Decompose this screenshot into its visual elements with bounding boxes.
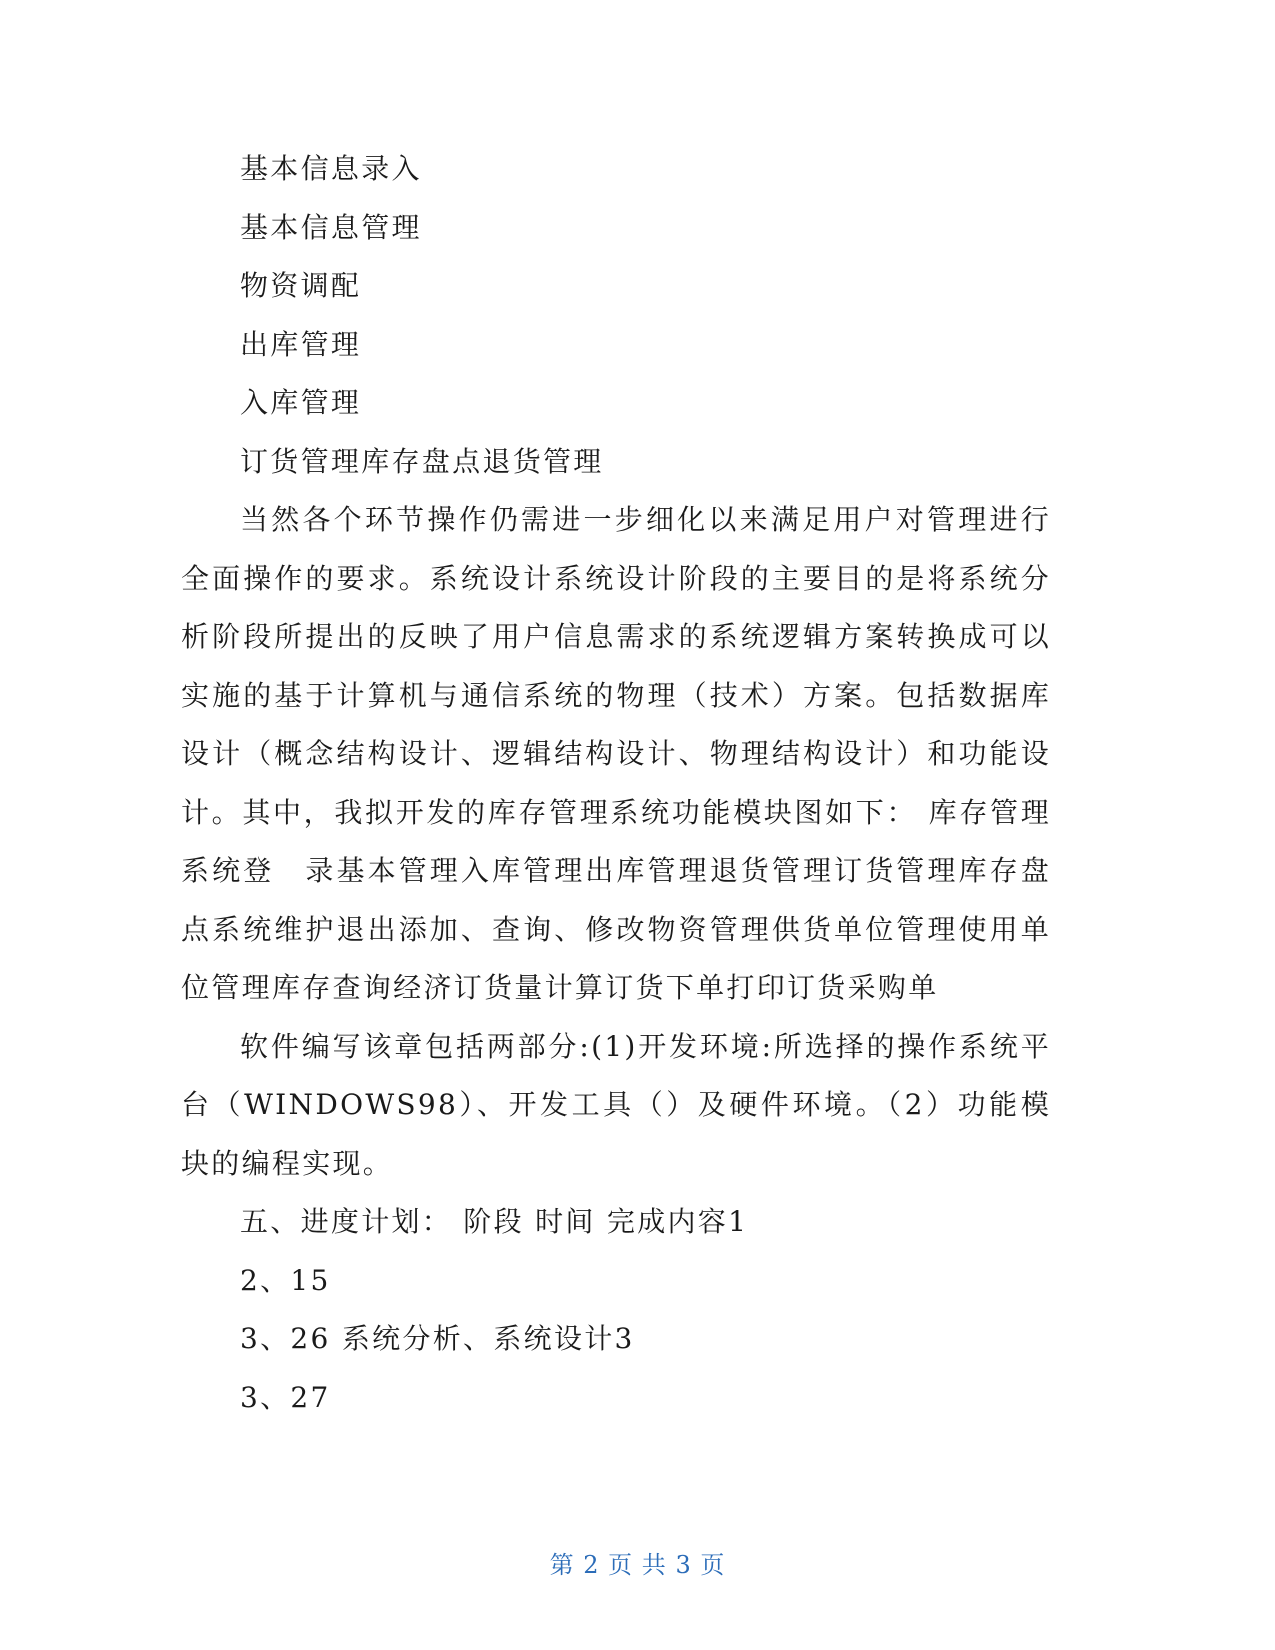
document-body: [181, 140, 1051, 1427]
schedule-line: 3、27: [240, 1380, 331, 1414]
body-paragraph: 软件编写该章包括两部分:(1)开发环境:所选择的操作系统平台（WINDOWS98）、开发工具（）及硬件环境。（2）功能模块的编程实现。: [181, 1029, 1051, 1180]
page-number-label: 第 2 页 共 3 页: [549, 1551, 726, 1579]
body-paragraph: 当然各个环节操作仍需进一步细化以来满足用户对管理进行全面操作的要求。系统设计系统设计阶段的主要目的是将系统分析阶段所提出的反映了用户信息需求的系统逻辑方案转换成可以实施的基于计算机与通信系统的物理（技术）方案。包括数据库设计（概念结构设计、逻辑结构设计、物理结构设计）和功能设计。其中，我拟开发的库存管理系统功能模块图如下： 库存管理系统登 录基本管理入库管理出库管理退货管理订货管理库存盘点系统维护退出添加、查询、修改物资管理供货单位管理使用单位管理库存查询经济订货量计算订货下单打印订货采购单: [181, 503, 1051, 1004]
list-item: 订货管理库存盘点退货管理: [240, 444, 604, 478]
list-item: 物资调配: [240, 269, 362, 302]
list-item: 出库管理: [240, 327, 362, 361]
schedule-heading: 五、进度计划： 阶段 时间 完成内容1: [240, 1205, 749, 1238]
schedule-line: 3、26 系统分析、系统设计3: [240, 1322, 635, 1355]
list-item: 入库管理: [240, 386, 362, 419]
schedule-line: 2、15: [240, 1263, 331, 1297]
list-item: 基本信息管理: [240, 210, 422, 244]
list-item: 基本信息录入: [240, 152, 422, 185]
page-footer: [0, 1545, 1275, 1580]
